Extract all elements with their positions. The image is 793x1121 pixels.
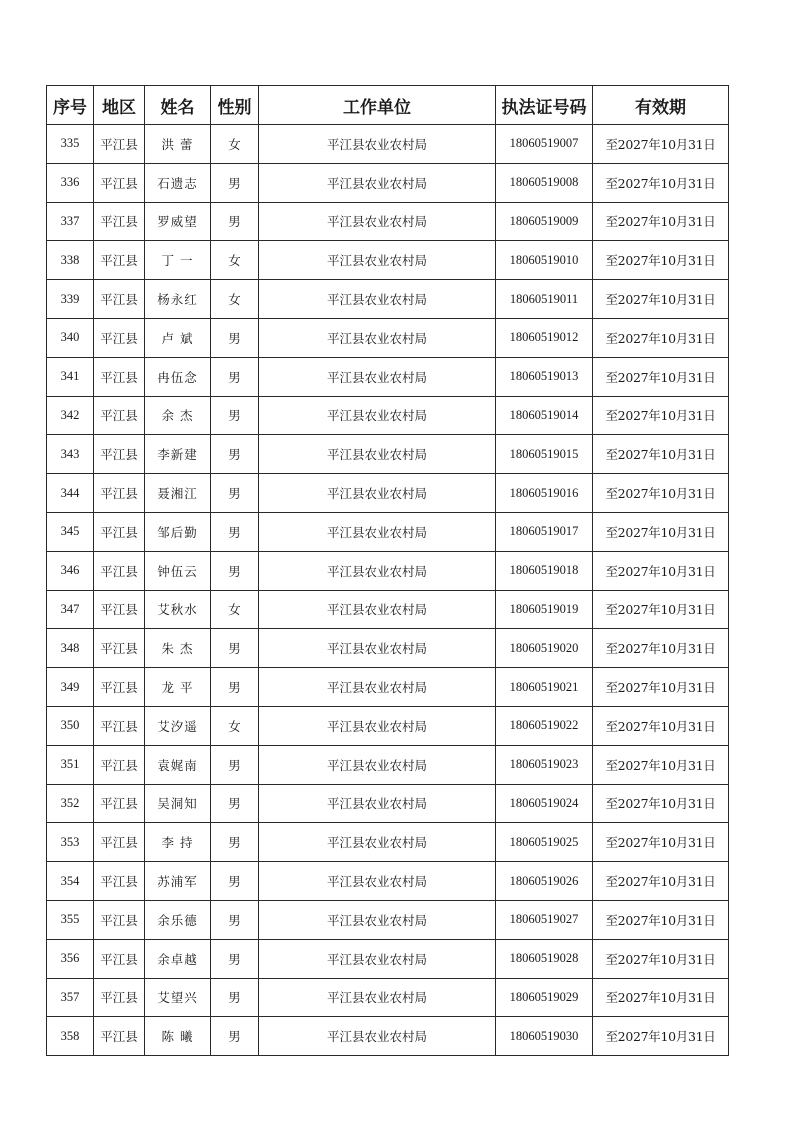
cell-seq: 342 <box>47 396 94 435</box>
cell-unit: 平江县农业农村局 <box>259 629 496 668</box>
cell-valid: 至2027年10月31日 <box>593 163 729 202</box>
table-row <box>47 396 729 435</box>
cell-gender: 男 <box>211 823 259 862</box>
cell-cert: 18060519009 <box>496 202 593 241</box>
cell-region: 平江县 <box>94 745 145 784</box>
cell-name: 卢 斌 <box>145 318 211 357</box>
cell-gender: 男 <box>211 474 259 513</box>
cell-name: 李新建 <box>145 435 211 474</box>
cell-cert: 18060519023 <box>496 745 593 784</box>
cell-region: 平江县 <box>94 474 145 513</box>
cell-gender: 男 <box>211 900 259 939</box>
cell-seq: 348 <box>47 629 94 668</box>
cell-region: 平江县 <box>94 280 145 319</box>
cell-name: 吴洞知 <box>145 784 211 823</box>
cell-name: 邹后勤 <box>145 512 211 551</box>
cell-valid: 至2027年10月31日 <box>593 435 729 474</box>
cell-gender: 男 <box>211 668 259 707</box>
cell-seq: 350 <box>47 706 94 745</box>
cell-unit: 平江县农业农村局 <box>259 939 496 978</box>
cell-valid: 至2027年10月31日 <box>593 862 729 901</box>
cell-cert: 18060519012 <box>496 318 593 357</box>
cell-seq: 341 <box>47 357 94 396</box>
cell-unit: 平江县农业农村局 <box>259 900 496 939</box>
cell-unit: 平江县农业农村局 <box>259 590 496 629</box>
cell-region: 平江县 <box>94 823 145 862</box>
cell-gender: 男 <box>211 163 259 202</box>
cell-name: 钟伍云 <box>145 551 211 590</box>
cell-unit: 平江县农业农村局 <box>259 396 496 435</box>
cell-unit: 平江县农业农村局 <box>259 823 496 862</box>
cell-cert: 18060519029 <box>496 978 593 1017</box>
cell-cert: 18060519013 <box>496 357 593 396</box>
cell-valid: 至2027年10月31日 <box>593 629 729 668</box>
cell-name: 朱 杰 <box>145 629 211 668</box>
cell-unit: 平江县农业农村局 <box>259 202 496 241</box>
cell-valid: 至2027年10月31日 <box>593 900 729 939</box>
cell-cert: 18060519014 <box>496 396 593 435</box>
cell-name: 艾望兴 <box>145 978 211 1017</box>
table-row <box>47 474 729 513</box>
cell-valid: 至2027年10月31日 <box>593 1017 729 1056</box>
cell-region: 平江县 <box>94 163 145 202</box>
cell-seq: 347 <box>47 590 94 629</box>
cell-valid: 至2027年10月31日 <box>593 125 729 164</box>
cell-unit: 平江县农业农村局 <box>259 357 496 396</box>
table-header-row <box>47 86 729 125</box>
cell-gender: 男 <box>211 629 259 668</box>
table-row <box>47 745 729 784</box>
cell-name: 丁 一 <box>145 241 211 280</box>
cell-seq: 351 <box>47 745 94 784</box>
cell-gender: 男 <box>211 939 259 978</box>
cell-name: 陈 曦 <box>145 1017 211 1056</box>
table-row <box>47 900 729 939</box>
cell-gender: 女 <box>211 280 259 319</box>
cell-region: 平江县 <box>94 357 145 396</box>
table-row <box>47 978 729 1017</box>
header-seq: 序号 <box>47 86 94 125</box>
table-row <box>47 202 729 241</box>
cell-gender: 男 <box>211 435 259 474</box>
table-row <box>47 163 729 202</box>
cell-region: 平江县 <box>94 318 145 357</box>
cell-cert: 18060519019 <box>496 590 593 629</box>
cell-gender: 男 <box>211 1017 259 1056</box>
cell-unit: 平江县农业农村局 <box>259 784 496 823</box>
cell-name: 冉伍念 <box>145 357 211 396</box>
cell-region: 平江县 <box>94 1017 145 1056</box>
cell-gender: 男 <box>211 357 259 396</box>
table-row <box>47 668 729 707</box>
cell-cert: 18060519028 <box>496 939 593 978</box>
cell-valid: 至2027年10月31日 <box>593 668 729 707</box>
cell-region: 平江县 <box>94 978 145 1017</box>
cell-cert: 18060519011 <box>496 280 593 319</box>
table-row <box>47 551 729 590</box>
cell-name: 袁娓南 <box>145 745 211 784</box>
cell-seq: 336 <box>47 163 94 202</box>
document-page <box>46 85 728 1056</box>
cell-cert: 18060519025 <box>496 823 593 862</box>
cell-valid: 至2027年10月31日 <box>593 551 729 590</box>
cell-region: 平江县 <box>94 396 145 435</box>
table-row <box>47 435 729 474</box>
cell-region: 平江县 <box>94 512 145 551</box>
table-row <box>47 241 729 280</box>
cell-valid: 至2027年10月31日 <box>593 978 729 1017</box>
cell-name: 艾秋水 <box>145 590 211 629</box>
cell-unit: 平江县农业农村局 <box>259 125 496 164</box>
cell-cert: 18060519030 <box>496 1017 593 1056</box>
cell-cert: 18060519020 <box>496 629 593 668</box>
table-row <box>47 1017 729 1056</box>
cell-unit: 平江县农业农村局 <box>259 318 496 357</box>
cell-valid: 至2027年10月31日 <box>593 396 729 435</box>
cell-region: 平江县 <box>94 590 145 629</box>
cell-gender: 男 <box>211 512 259 551</box>
cell-unit: 平江县农业农村局 <box>259 241 496 280</box>
cell-region: 平江县 <box>94 706 145 745</box>
cell-valid: 至2027年10月31日 <box>593 745 729 784</box>
header-cert: 执法证号码 <box>496 86 593 125</box>
cell-cert: 18060519008 <box>496 163 593 202</box>
cell-region: 平江县 <box>94 202 145 241</box>
cell-gender: 女 <box>211 125 259 164</box>
enforcement-officer-table <box>46 85 729 1056</box>
cell-cert: 18060519007 <box>496 125 593 164</box>
cell-seq: 337 <box>47 202 94 241</box>
cell-seq: 357 <box>47 978 94 1017</box>
cell-name: 罗威望 <box>145 202 211 241</box>
cell-region: 平江县 <box>94 435 145 474</box>
cell-region: 平江县 <box>94 241 145 280</box>
table-row <box>47 590 729 629</box>
cell-region: 平江县 <box>94 862 145 901</box>
cell-gender: 男 <box>211 784 259 823</box>
cell-unit: 平江县农业农村局 <box>259 474 496 513</box>
cell-name: 石遗志 <box>145 163 211 202</box>
cell-unit: 平江县农业农村局 <box>259 706 496 745</box>
cell-cert: 18060519016 <box>496 474 593 513</box>
cell-name: 艾汐遥 <box>145 706 211 745</box>
cell-valid: 至2027年10月31日 <box>593 474 729 513</box>
cell-cert: 18060519022 <box>496 706 593 745</box>
cell-name: 杨永红 <box>145 280 211 319</box>
cell-seq: 335 <box>47 125 94 164</box>
table-row <box>47 318 729 357</box>
header-valid: 有效期 <box>593 86 729 125</box>
cell-unit: 平江县农业农村局 <box>259 978 496 1017</box>
cell-seq: 343 <box>47 435 94 474</box>
cell-name: 聂湘江 <box>145 474 211 513</box>
cell-cert: 18060519027 <box>496 900 593 939</box>
cell-valid: 至2027年10月31日 <box>593 939 729 978</box>
cell-valid: 至2027年10月31日 <box>593 590 729 629</box>
cell-seq: 349 <box>47 668 94 707</box>
cell-valid: 至2027年10月31日 <box>593 357 729 396</box>
cell-name: 苏浦军 <box>145 862 211 901</box>
cell-unit: 平江县农业农村局 <box>259 745 496 784</box>
table-row <box>47 823 729 862</box>
cell-gender: 男 <box>211 202 259 241</box>
cell-gender: 男 <box>211 745 259 784</box>
cell-gender: 女 <box>211 706 259 745</box>
table-row <box>47 629 729 668</box>
cell-region: 平江县 <box>94 900 145 939</box>
header-gender: 性别 <box>211 86 259 125</box>
cell-cert: 18060519015 <box>496 435 593 474</box>
cell-seq: 356 <box>47 939 94 978</box>
cell-name: 余 杰 <box>145 396 211 435</box>
table-row <box>47 784 729 823</box>
header-region: 地区 <box>94 86 145 125</box>
cell-seq: 346 <box>47 551 94 590</box>
cell-seq: 345 <box>47 512 94 551</box>
cell-seq: 340 <box>47 318 94 357</box>
cell-valid: 至2027年10月31日 <box>593 318 729 357</box>
cell-name: 余卓越 <box>145 939 211 978</box>
cell-gender: 男 <box>211 396 259 435</box>
cell-gender: 女 <box>211 590 259 629</box>
cell-gender: 女 <box>211 241 259 280</box>
cell-cert: 18060519010 <box>496 241 593 280</box>
table-row <box>47 862 729 901</box>
cell-cert: 18060519018 <box>496 551 593 590</box>
cell-unit: 平江县农业农村局 <box>259 280 496 319</box>
cell-gender: 男 <box>211 978 259 1017</box>
cell-gender: 男 <box>211 318 259 357</box>
cell-seq: 355 <box>47 900 94 939</box>
cell-unit: 平江县农业农村局 <box>259 512 496 551</box>
cell-seq: 344 <box>47 474 94 513</box>
cell-region: 平江县 <box>94 125 145 164</box>
cell-name: 李 持 <box>145 823 211 862</box>
table-row <box>47 939 729 978</box>
cell-cert: 18060519021 <box>496 668 593 707</box>
table-row <box>47 357 729 396</box>
header-unit: 工作单位 <box>259 86 496 125</box>
table-body <box>47 125 729 1056</box>
cell-gender: 男 <box>211 551 259 590</box>
cell-seq: 354 <box>47 862 94 901</box>
cell-region: 平江县 <box>94 784 145 823</box>
table-row <box>47 512 729 551</box>
cell-seq: 358 <box>47 1017 94 1056</box>
cell-valid: 至2027年10月31日 <box>593 823 729 862</box>
table-row <box>47 706 729 745</box>
cell-valid: 至2027年10月31日 <box>593 706 729 745</box>
cell-unit: 平江县农业农村局 <box>259 668 496 707</box>
cell-seq: 339 <box>47 280 94 319</box>
cell-region: 平江县 <box>94 551 145 590</box>
cell-unit: 平江县农业农村局 <box>259 1017 496 1056</box>
cell-region: 平江县 <box>94 939 145 978</box>
cell-cert: 18060519017 <box>496 512 593 551</box>
cell-unit: 平江县农业农村局 <box>259 551 496 590</box>
cell-name: 龙 平 <box>145 668 211 707</box>
table-row <box>47 280 729 319</box>
cell-unit: 平江县农业农村局 <box>259 163 496 202</box>
cell-gender: 男 <box>211 862 259 901</box>
cell-name: 洪 蕾 <box>145 125 211 164</box>
cell-valid: 至2027年10月31日 <box>593 202 729 241</box>
cell-unit: 平江县农业农村局 <box>259 435 496 474</box>
cell-valid: 至2027年10月31日 <box>593 241 729 280</box>
cell-valid: 至2027年10月31日 <box>593 512 729 551</box>
table-row <box>47 125 729 164</box>
cell-seq: 338 <box>47 241 94 280</box>
cell-valid: 至2027年10月31日 <box>593 784 729 823</box>
cell-seq: 352 <box>47 784 94 823</box>
cell-cert: 18060519024 <box>496 784 593 823</box>
cell-cert: 18060519026 <box>496 862 593 901</box>
cell-valid: 至2027年10月31日 <box>593 280 729 319</box>
cell-name: 余乐德 <box>145 900 211 939</box>
cell-region: 平江县 <box>94 629 145 668</box>
header-name: 姓名 <box>145 86 211 125</box>
cell-unit: 平江县农业农村局 <box>259 862 496 901</box>
cell-seq: 353 <box>47 823 94 862</box>
cell-region: 平江县 <box>94 668 145 707</box>
